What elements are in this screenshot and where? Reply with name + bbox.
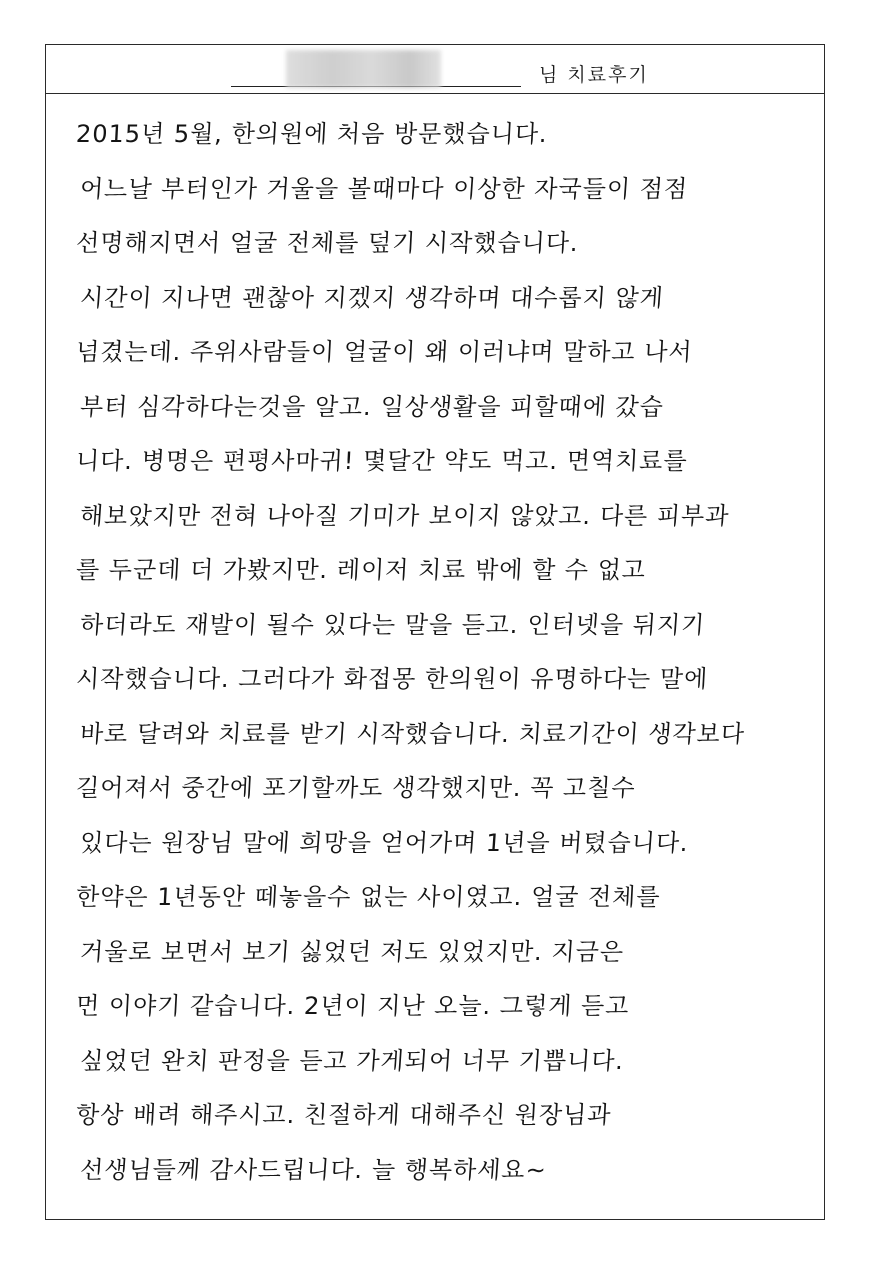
header-divider	[46, 93, 824, 94]
letter-line: 있다는 원장님 말에 희망을 얻어가며 1년을 버텼습니다.	[79, 828, 690, 857]
redacted-name-blur	[286, 50, 441, 88]
letter-line: 해보았지만 전혀 나아질 기미가 보이지 않았고. 다른 피부과	[79, 501, 731, 530]
letter-line: 바로 달려와 치료를 받기 시작했습니다. 치료기간이 생각보다	[79, 719, 747, 748]
letter-line: 선생님들께 감사드립니다. 늘 행복하세요~	[79, 1155, 548, 1184]
header-row	[231, 53, 649, 87]
letter-line: 길어져서 중간에 포기할까도 생각했지만. 꼭 고칠수	[75, 774, 637, 802]
letter-line: 먼 이야기 같습니다. 2년이 지난 오늘. 그렇게 듣고	[75, 992, 631, 1020]
letter-line: 부터 심각하다는것을 알고. 일상생활을 피할때에 갔습	[79, 392, 665, 421]
letter-line: 넘겼는데. 주위사람들이 얼굴이 왜 이러냐며 말하고 나서	[75, 338, 694, 366]
review-sheet	[45, 44, 825, 1220]
letter-line: 니다. 병명은 편평사마귀! 몇달간 약도 먹고. 면역치료를	[75, 447, 689, 475]
letter-line: 어느날 부터인가 거울을 볼때마다 이상한 자국들이 점점	[79, 174, 690, 203]
letter-line: 를 두군데 더 가봤지만. 레이저 치료 밖에 할 수 없고	[75, 556, 647, 584]
header-title: 님 치료후기	[539, 64, 649, 86]
letter-line: 항상 배려 해주시고. 친절하게 대해주신 원장님과	[75, 1101, 613, 1129]
handwritten-letter	[76, 107, 816, 1197]
letter-line: 싶었던 완치 판정을 듣고 가게되어 너무 기쁩니다.	[79, 1046, 626, 1075]
letter-line: 선명해지면서 얼굴 전체를 덮기 시작했습니다.	[75, 229, 580, 257]
letter-line: 거울로 보면서 보기 싫었던 저도 있었지만. 지금은	[79, 937, 626, 966]
letter-line: 한약은 1년동안 떼놓을수 없는 사이였고. 얼굴 전체를	[75, 883, 662, 911]
letter-line: 2015년 5월, 한의원에 처음 방문했습니다.	[75, 120, 549, 148]
letter-line: 시간이 지나면 괜찮아 지겠지 생각하며 대수롭지 않게	[79, 283, 665, 312]
patient-name-blank	[231, 58, 521, 87]
letter-line: 시작했습니다. 그러다가 화접몽 한의원이 유명하다는 말에	[75, 665, 709, 693]
letter-line: 하더라도 재발이 될수 있다는 말을 듣고. 인터넷을 뒤지기	[79, 610, 707, 639]
